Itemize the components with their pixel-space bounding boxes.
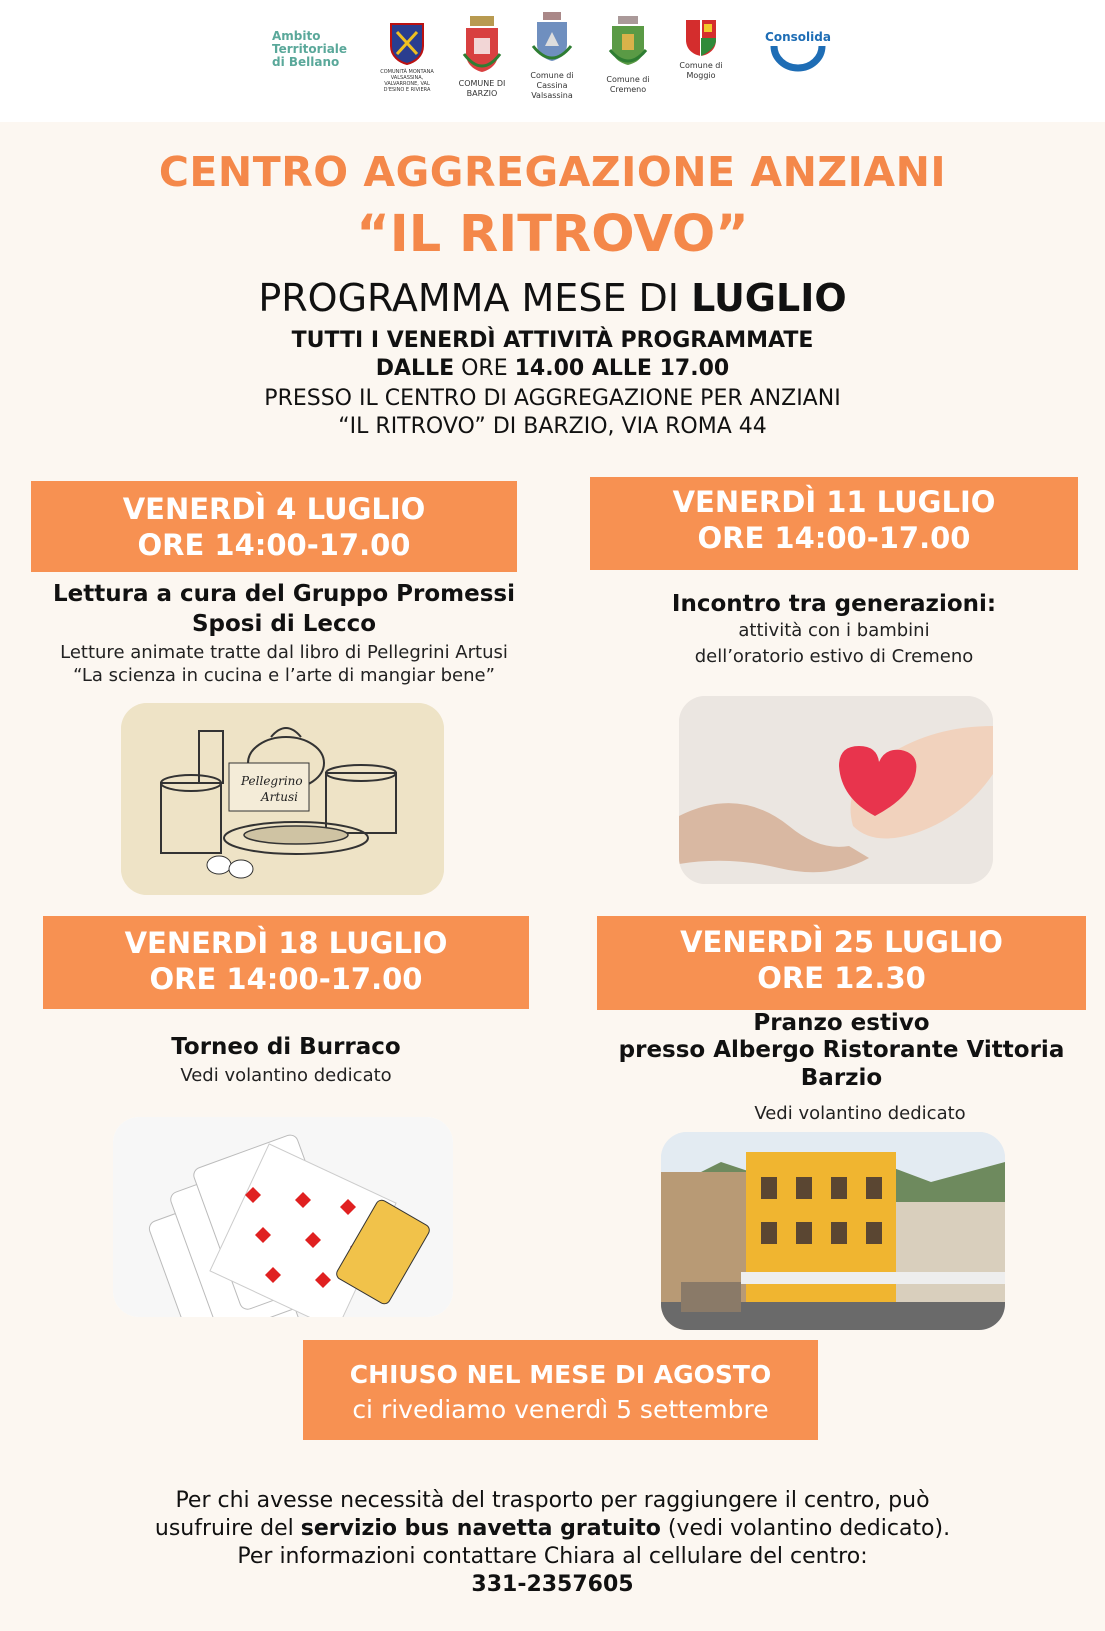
consolida-text: Consolida — [765, 30, 831, 44]
cookware-illustration — [121, 703, 444, 895]
cremeno-crest — [603, 14, 653, 95]
comunita-montana-text: COMUNITÀ MONTANA VALSASSINA, VALVARRONE, VAL D'ESINO E RIVIERA — [380, 69, 434, 93]
event-1-title-line-2: Sposi di Lecco — [191, 611, 377, 637]
transport-suffix: (vedi volantino dedicato). — [660, 1516, 951, 1541]
playing-cards-photo — [113, 1117, 453, 1317]
moggio-crest — [675, 18, 727, 81]
event-4-banner — [597, 916, 1086, 1010]
schedule-line-2 — [0, 356, 1105, 381]
crest-icon — [608, 14, 648, 72]
transport-info-line-1: Per chi avesse necessità del trasporto per raggiungere il centro, può — [175, 1488, 930, 1513]
event-3-day: VENERDÌ 18 LUGLIO — [124, 926, 448, 960]
albergo-vittoria-photo — [661, 1132, 1005, 1330]
transport-prefix: usufruire del — [154, 1516, 301, 1541]
event-1-desc-line-2: “La scienza in cucina e l’arte di mangiar bene” — [73, 665, 495, 686]
event-4-time: ORE 12.30 — [757, 961, 926, 995]
consolida-logo — [763, 30, 833, 77]
event-4-title-line-3: Barzio — [800, 1065, 883, 1091]
location-line-2: “IL RITROVO” DI BARZIO, VIA ROMA 44 — [338, 414, 767, 439]
transport-info-line-2 — [0, 1515, 1105, 1543]
cassina-crest — [525, 10, 579, 101]
book-title-line-1: Pellegrino — [241, 774, 303, 788]
event-3-time: ORE 14:00-17.00 — [149, 962, 423, 996]
crest-icon — [684, 18, 718, 58]
barzio-text: COMUNE DI BARZIO — [458, 79, 506, 98]
crest-icon — [462, 14, 502, 76]
artusi-kitchen-illustration — [121, 703, 444, 895]
moggio-text: Comune di Moggio — [679, 61, 723, 80]
event-4-title-line-2: presso Albergo Ristorante Vittoria — [618, 1037, 1065, 1063]
shuttle-service: servizio bus navetta gratuito — [300, 1516, 661, 1541]
event-2-banner — [590, 477, 1078, 570]
schedule-from: DALLE — [375, 356, 455, 381]
event-1-time: ORE 14:00-17.00 — [137, 528, 411, 562]
program-prefix: PROGRAMMA MESE DI — [258, 276, 692, 320]
ambito-logo — [272, 30, 352, 69]
event-4-day: VENERDÌ 25 LUGLIO — [680, 925, 1003, 959]
phone-number: 331-2357605 — [471, 1572, 634, 1597]
shield-icon — [389, 22, 425, 66]
hands-heart-photo — [679, 696, 993, 884]
event-2-time: ORE 14:00-17.00 — [697, 521, 971, 555]
logo-header — [0, 0, 1105, 122]
event-4-desc: Vedi volantino dedicato — [754, 1103, 966, 1124]
event-1-desc-line-1: Letture animate tratte dal libro di Pellegrini Artusi — [60, 642, 508, 663]
closure-reopen-date: ci rivediamo venerdì 5 settembre — [352, 1395, 769, 1424]
schedule-days: TUTTI I VENERDÌ ATTIVITÀ PROGRAMMATE — [291, 328, 814, 353]
page-title: CENTRO AGGREGAZIONE ANZIANI — [158, 148, 947, 196]
barzio-crest — [457, 14, 507, 99]
august-closure-notice — [303, 1340, 818, 1440]
ambito-logo-text: Ambito Territoriale di Bellano — [272, 29, 348, 69]
crest-icon — [531, 10, 573, 68]
event-2-desc-line-2: dell’oratorio estivo di Cremeno — [694, 646, 974, 667]
schedule-hours: 14.00 ALLE 17.00 — [514, 356, 730, 381]
hands-heart-illustration — [679, 696, 993, 884]
event-3-title: Torneo di Burraco — [171, 1034, 401, 1060]
event-3-desc: Vedi volantino dedicato — [180, 1065, 392, 1086]
schedule-line-1 — [0, 328, 1105, 353]
event-2-title: Incontro tra generazioni: — [671, 591, 997, 617]
event-2-day: VENERDÌ 11 LUGLIO — [672, 485, 996, 519]
event-1-title-line-1: Lettura a cura del Gruppo Promessi — [52, 581, 515, 607]
comunita-montana-crest — [375, 22, 439, 93]
schedule-ore: ORE — [454, 356, 515, 381]
cassina-text: Comune di Cassina Valsassina — [530, 71, 574, 100]
playing-cards-illustration — [113, 1117, 453, 1317]
closure-title: CHIUSO NEL MESE DI AGOSTO — [349, 1360, 772, 1389]
center-name: “IL RITROVO” — [356, 205, 749, 264]
event-4-title-line-1: Pranzo estivo — [753, 1010, 930, 1036]
contact-info: Per informazioni contattare Chiara al cellulare del centro: — [237, 1544, 868, 1569]
program-heading — [0, 276, 1105, 320]
cremeno-text: Comune di Cremeno — [606, 75, 650, 94]
event-2-desc-line-1: attività con i bambini — [738, 620, 930, 641]
event-1-banner — [31, 481, 517, 572]
location-line-1: PRESSO IL CENTRO DI AGGREGAZIONE PER ANZIANI — [264, 386, 841, 411]
event-3-banner — [43, 916, 529, 1009]
hotel-building-illustration — [661, 1132, 1005, 1330]
program-month: LUGLIO — [691, 276, 847, 320]
arc-icon — [768, 44, 828, 74]
book-title-line-2: Artusi — [261, 790, 298, 804]
event-1-day: VENERDÌ 4 LUGLIO — [122, 492, 426, 526]
